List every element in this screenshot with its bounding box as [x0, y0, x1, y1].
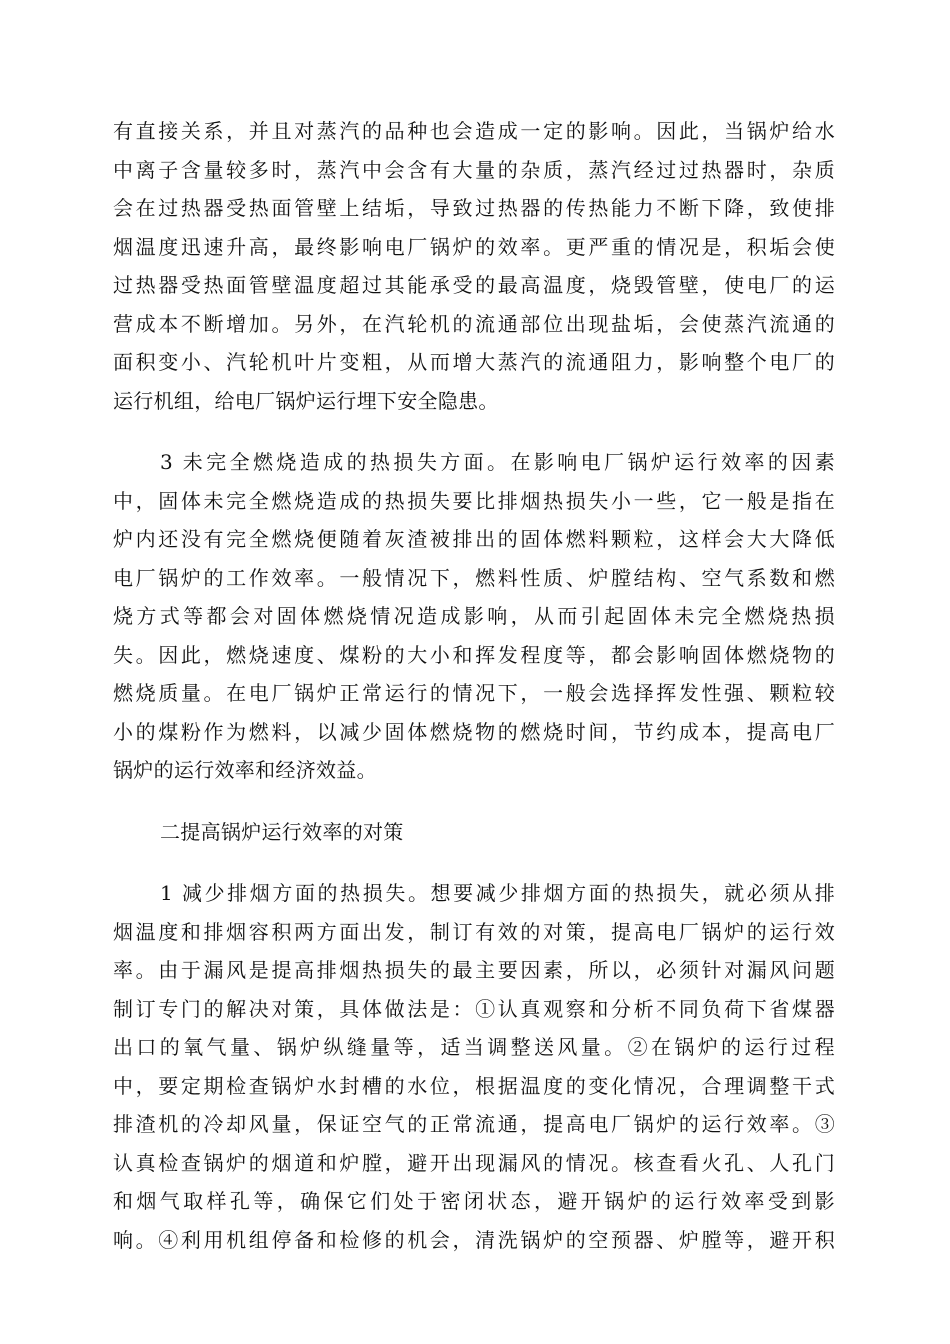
- text-line: 1 减少排烟方面的热损失。想要减少排烟方面的热损失，就必须从排: [160, 881, 835, 905]
- section-heading: [113, 813, 835, 852]
- paragraph-gap: [113, 790, 835, 813]
- text-line: 营成本不断增加。另外，在汽轮机的流通部位出现盐垢，会使蒸汽流通的: [113, 311, 835, 336]
- text-line: 烟温度迅速升高，最终影响电厂锅炉的效率。更严重的情况是，积垢会使: [113, 234, 835, 259]
- text-line: 中，要定期检查锅炉水封槽的水位，根据温度的变化情况，合理调整干式: [113, 1073, 835, 1098]
- text-line: 电厂锅炉的工作效率。一般情况下，燃料性质、炉膛结构、空气系数和燃: [113, 565, 835, 590]
- paragraph-gap: [113, 851, 835, 874]
- text-line: 3 未完全燃烧造成的热损失方面。在影响电厂锅炉运行效率的因素: [160, 450, 835, 474]
- text-line: 燃烧质量。在电厂锅炉正常运行的情况下，一般会选择挥发性强、颗粒较: [113, 681, 835, 705]
- paragraph-gap: [113, 420, 835, 443]
- text-line: 排渣机的冷却风量，保证空气的正常流通，提高电厂锅炉的运行效率。③: [113, 1112, 835, 1136]
- text-line: 运行机组，给电厂锅炉运行埋下安全隐患。: [113, 388, 499, 413]
- text-line: 烟温度和排烟容积两方面出发，制订有效的对策，提高电厂锅炉的运行效: [113, 919, 835, 944]
- text-line: 锅炉的运行效率和经济效益。: [113, 758, 377, 782]
- text-line: 认真检查锅炉的烟道和炉膛，避开出现漏风的情况。核查看火孔、人孔门: [113, 1150, 835, 1175]
- paragraph-incomplete-combustion: [113, 443, 835, 790]
- text-line: 炉内还没有完全燃烧便随着灰渣被排出的固体燃料颗粒，这样会大大降低: [113, 527, 835, 551]
- text-line: 和烟气取样孔等，确保它们处于密闭状态，避开锅炉的运行效率受到影: [113, 1189, 835, 1213]
- text-line: 会在过热器受热面管壁上结垢，导致过热器的传热能力不断下降，致使排: [113, 196, 835, 220]
- text-line: 烧方式等都会对固体燃烧情况造成影响，从而引起固体未完全燃烧热损: [113, 604, 835, 628]
- paragraph-steam-impurities: [113, 112, 835, 420]
- text-line: 有直接关系，并且对蒸汽的品种也会造成一定的影响。因此，当锅炉给水: [113, 119, 835, 143]
- text-line: 率。由于漏风是提高排烟热损失的最主要因素，所以，必须针对漏风问题: [113, 958, 835, 982]
- heading-line: 二提高锅炉运行效率的对策: [160, 819, 404, 844]
- text-line: 中，固体未完全燃烧造成的热损失要比排烟热损失小一些，它一般是指在: [113, 488, 835, 513]
- text-line: 中离子含量较多时，蒸汽中会含有大量的杂质，蒸汽经过过热器时，杂质: [113, 157, 835, 182]
- text-line: 面积变小、汽轮机叶片变粗，从而增大蒸汽的流通阻力，影响整个电厂的: [113, 350, 835, 374]
- text-line: 制订专门的解决对策，具体做法是：①认真观察和分析不同负荷下省煤器: [113, 996, 835, 1021]
- text-line: 小的煤粉作为燃料，以减少固体燃烧物的燃烧时间，节约成本，提高电厂: [113, 719, 835, 744]
- text-line: 失。因此，燃烧速度、煤粉的大小和挥发程度等，都会影响固体燃烧物的: [113, 642, 835, 667]
- text-line: 出口的氧气量、锅炉纵缝量等，适当调整送风量。②在锅炉的运行过程: [113, 1035, 835, 1059]
- document-body: [113, 112, 835, 1259]
- text-line: 过热器受热面管壁温度超过其能承受的最高温度，烧毁管壁，使电厂的运: [113, 273, 835, 297]
- text-line: 响。④利用机组停备和检修的机会，清洗锅炉的空预器、炉膛等，避开积: [113, 1227, 835, 1252]
- paragraph-reduce-flue-loss: [113, 874, 835, 1259]
